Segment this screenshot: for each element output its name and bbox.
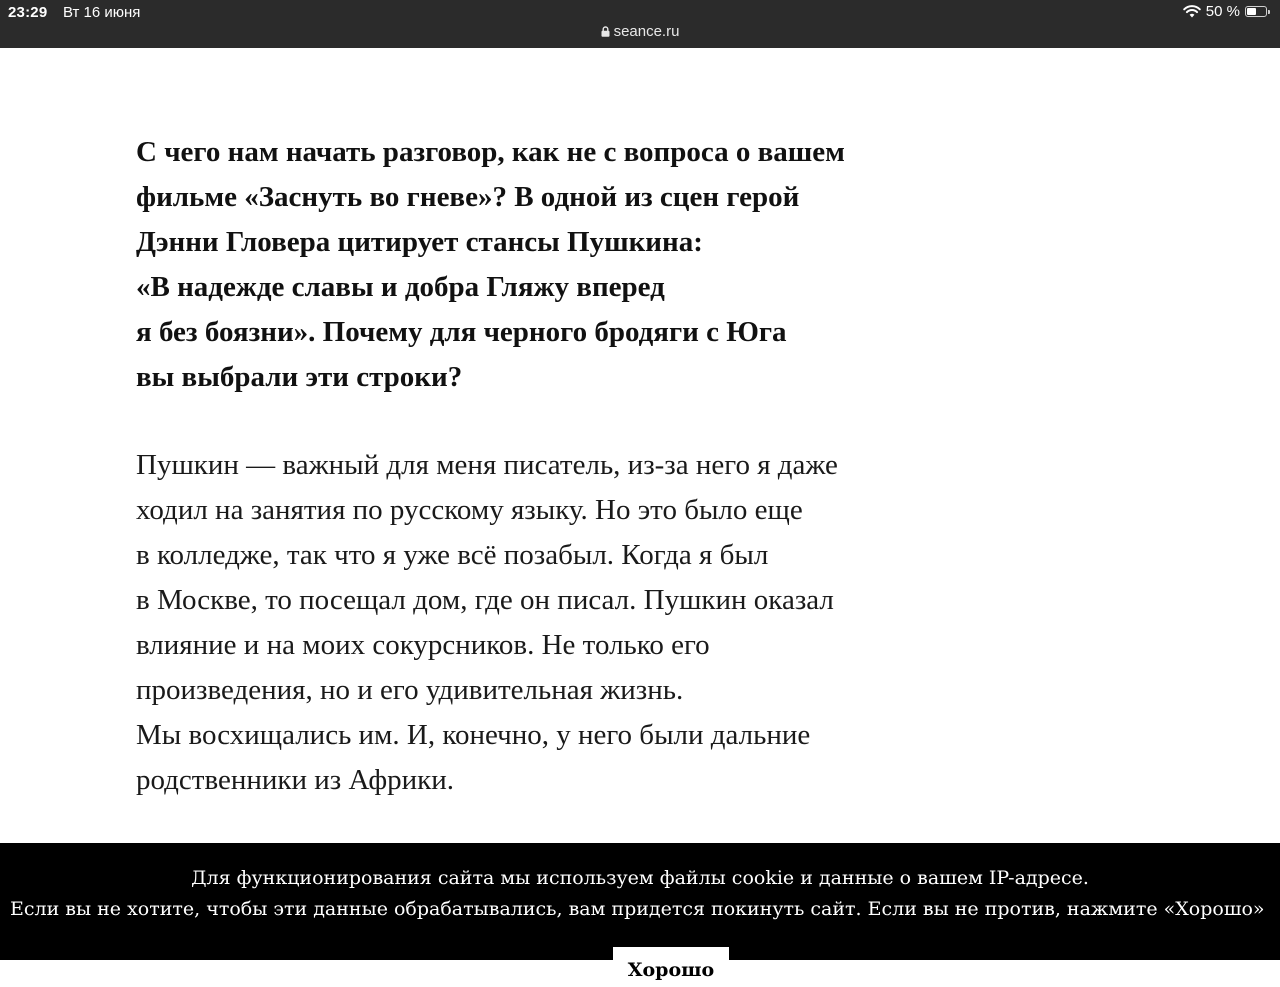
cookie-notice-line: Для функционирования сайта мы используем файлы cookie и данные о вашем IP-адресе. xyxy=(191,867,1089,889)
cookie-banner xyxy=(0,843,1280,981)
article-body xyxy=(136,130,956,803)
question-line: С чего нам начать разговор, как не с вопроса о вашем xyxy=(136,136,845,168)
answer-line: Пушкин — важный для меня писатель, из-за него я даже xyxy=(136,449,838,481)
question-line: я без боязни». Почему для черного бродяги с Юга xyxy=(136,316,787,348)
lock-icon xyxy=(601,24,610,41)
answer-line: в колледже, так что я уже всё позабыл. Когда я был xyxy=(136,539,769,571)
status-date: Вт 16 июня xyxy=(63,4,141,21)
answer-line: ходил на занятия по русскому языку. Но это было еще xyxy=(136,494,803,526)
answer-line: родственники из Африки. xyxy=(136,764,455,796)
battery-percent: 50 % xyxy=(1205,3,1240,20)
status-bar xyxy=(0,0,1280,48)
answer-line: влияние и на моих сокурсников. Не только его xyxy=(136,629,710,661)
cookie-notice-line: Если вы не хотите, чтобы эти данные обрабатывались, вам придется покинуть сайт. Если вы не против, нажмите «Хорошо» xyxy=(10,898,1265,920)
interview-question xyxy=(136,130,956,400)
answer-line: произведения, но и его удивительная жизнь. xyxy=(136,674,684,706)
question-line: фильме «Заснуть во гневе»? В одной из сцен герой xyxy=(136,181,800,213)
status-time: 23:29 xyxy=(8,4,48,21)
interview-answer xyxy=(136,443,956,803)
address-bar[interactable] xyxy=(0,23,1280,41)
address-url: seance.ru xyxy=(613,23,680,40)
accept-cookies-button[interactable]: Хорошо xyxy=(613,947,729,987)
answer-line: Мы восхищались им. И, конечно, у него были дальние xyxy=(136,719,811,751)
answer-line: в Москве, то посещал дом, где он писал. Пушкин оказал xyxy=(136,584,834,616)
status-indicators xyxy=(1183,3,1270,20)
question-line: вы выбрали эти строки? xyxy=(136,361,463,393)
wifi-icon xyxy=(1183,5,1201,18)
question-line: Дэнни Гловера цитирует стансы Пушкина: xyxy=(136,226,703,258)
question-line: «В надежде славы и добра Гляжу вперед xyxy=(136,271,665,303)
battery-icon xyxy=(1245,6,1270,17)
